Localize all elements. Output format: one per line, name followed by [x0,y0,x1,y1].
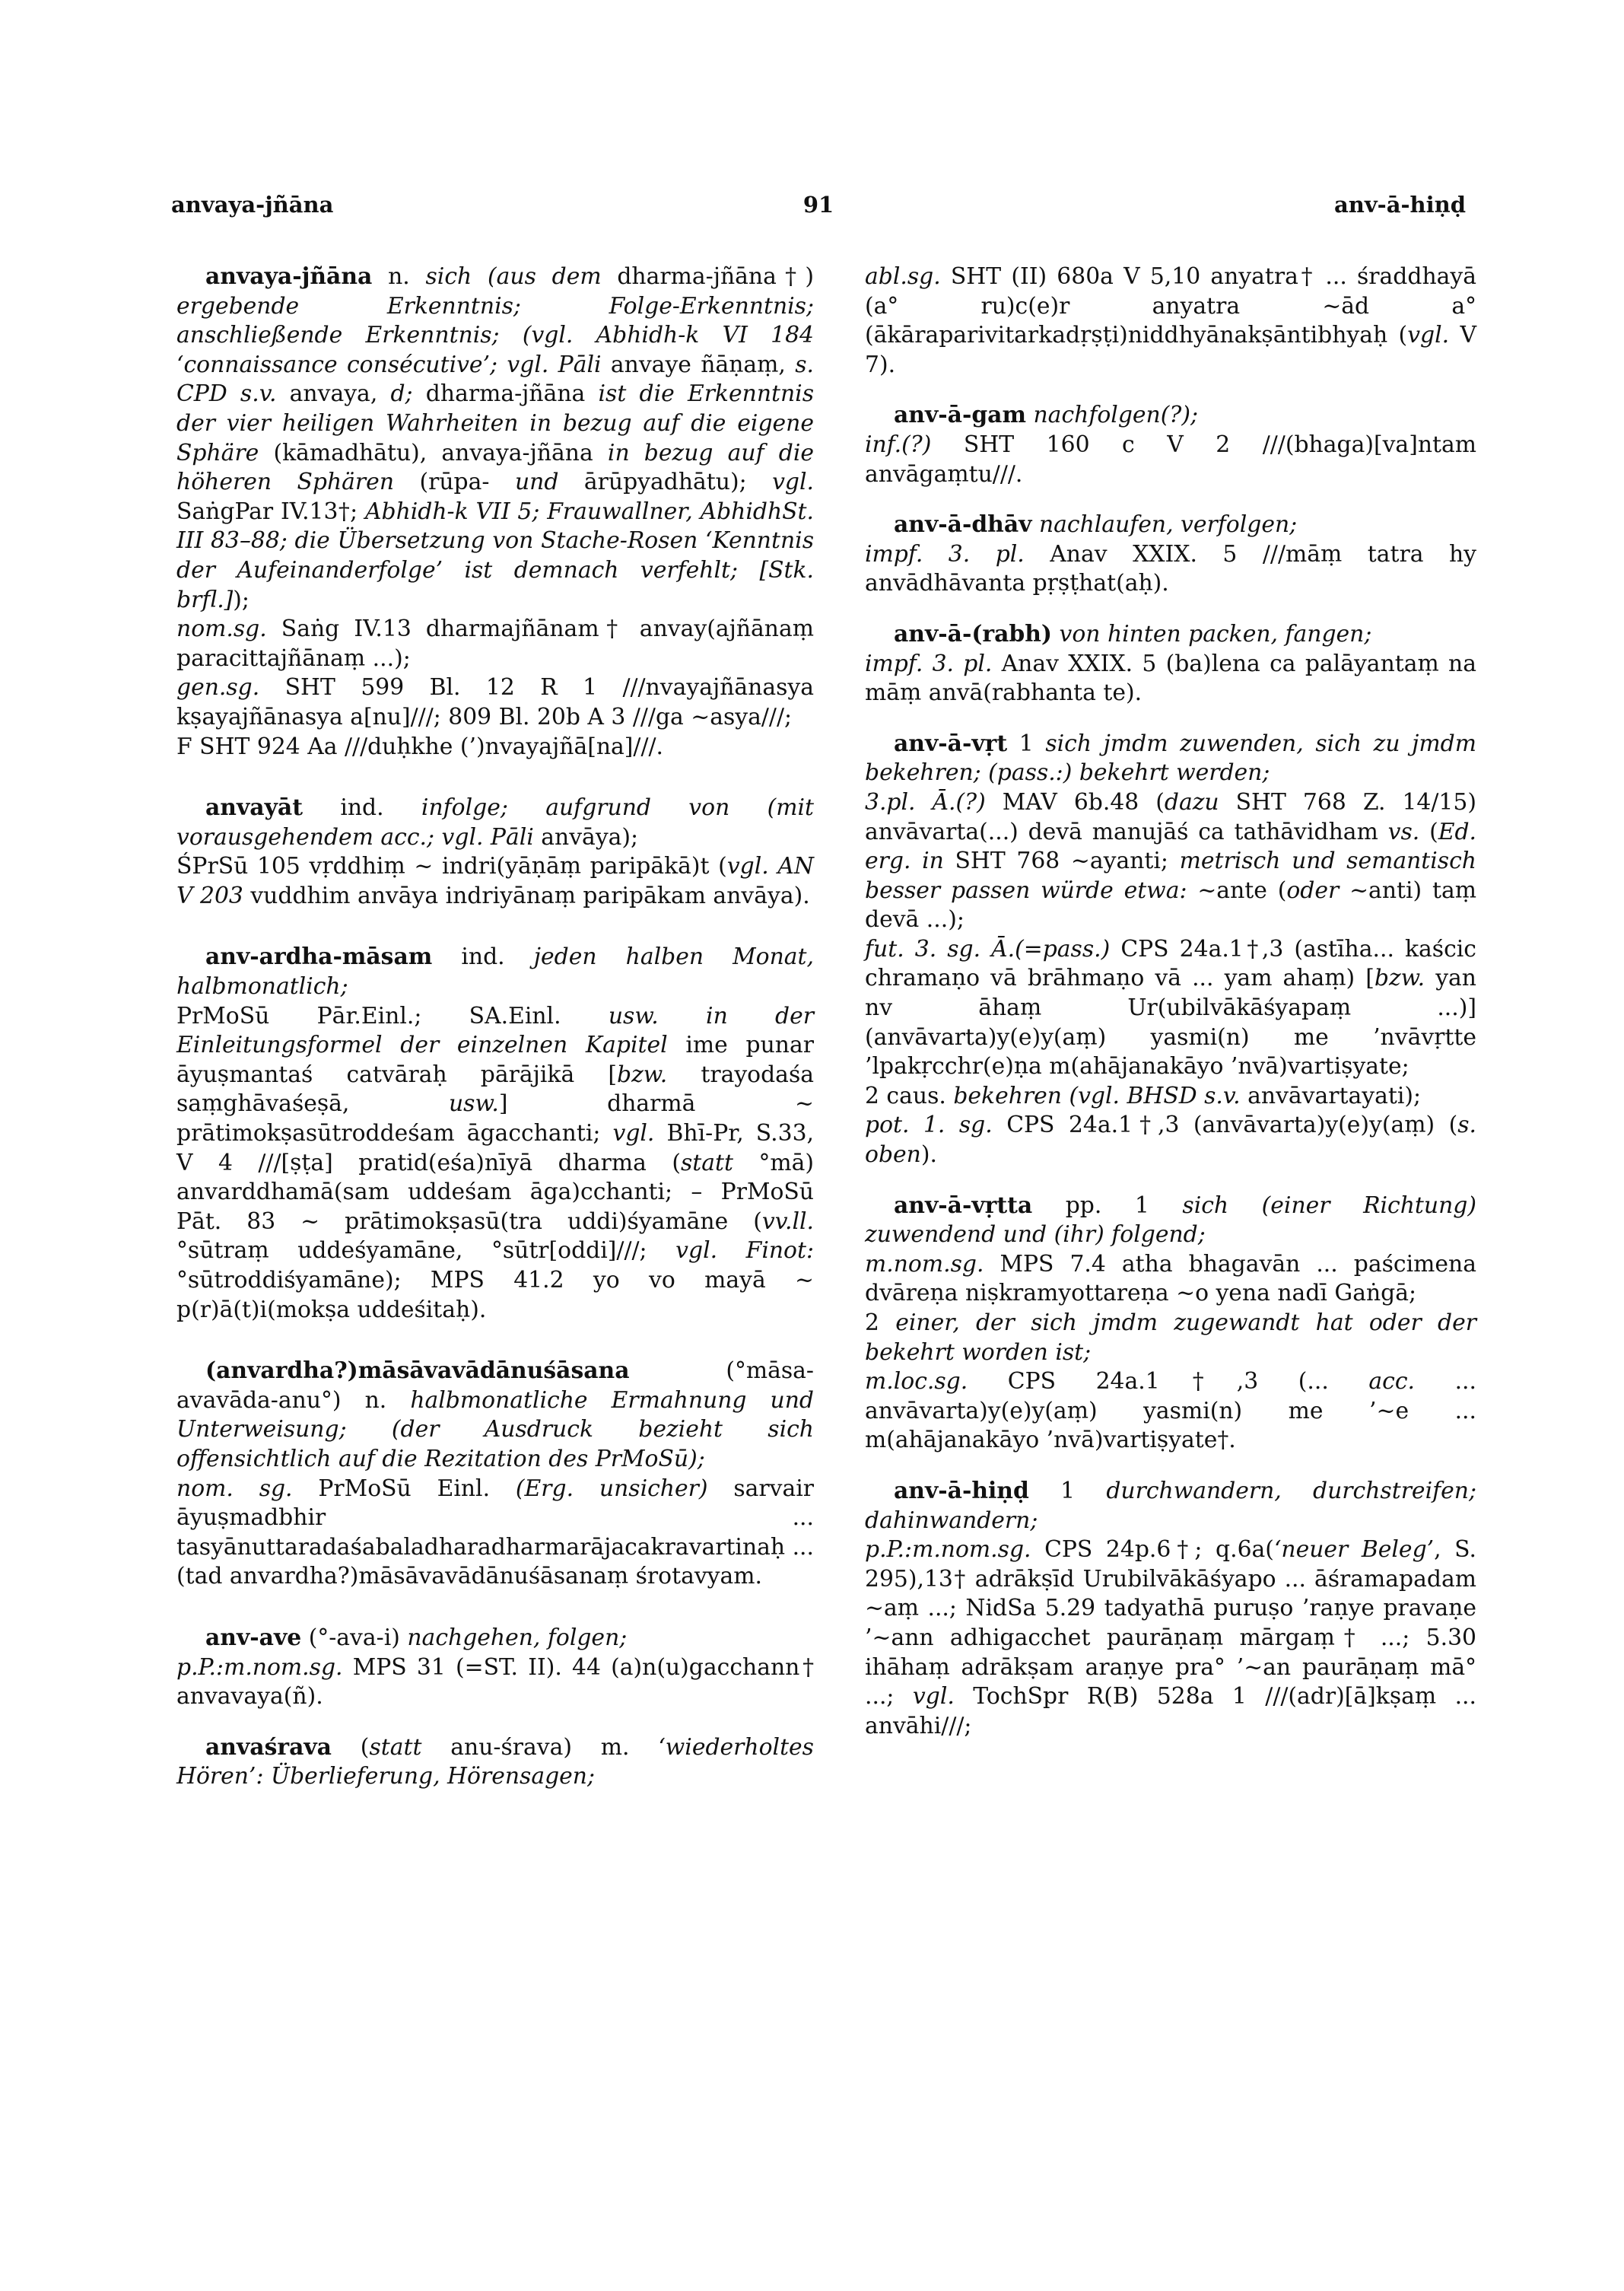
left-column [176,263,814,1792]
dictionary-citation-paragraph: F SHT 924 Aa ///duḥkhe (’)nvayajñā[na]///. [176,733,664,760]
dictionary-citation-paragraph: m.loc.sg. CPS 24a.1†,3 (... acc. ... anvāvarta)y(e)y(aṃ) yasmi(n) me ’~e ... m(ahājanakāyo ’nvā)vartiṣyate†. [865,1368,1476,1454]
dictionary-entry-headword-paragraph: anvaya-jñāna n. sich (aus dem dharma-jñāna†) ergebende Erkenntnis; Folge-Erkenntnis; anschließende Erkenntnis; (vgl. Abhidh-k VI 184 ‘connaissance consécutive’; vgl. Pāli anvaye ñāṇaṃ, s. CPD s.v. anvaya, d; dharma-jñāna ist die Erkenntnis der vier heiligen Wahrheiten in bezug auf die eigene Sphäre (kāmadhātu), anvaya-jñāna in bezug auf die höheren Sphären (rūpa- und ārūpyadhātu); vgl. SaṅgPar IV.13†; Abhidh-k VII 5; Frauwallner, AbhidhSt. III 83–88; die Übersetzung von Stache-Rosen ‘Kenntnis der Aufeinanderfolge’ ist demnach verfehlt; [Stk. brfl.]); [176,263,814,613]
spacer [176,1592,814,1624]
dictionary-citation-paragraph: PrMoSū Pār.Einl.; SA.Einl. usw. in der Einleitungsformel der einzelnen Kapitel ime punar āyuṣmantaś catvāraḥ pārājikā [bzw. trayodaśa saṃghāvaśeṣā, usw.] dharmā ~ prātimokṣasūtroddeśam āgacchanti; vgl. Bhī-Pr, S.33, V 4 ///[ṣṭa] pratid(eśa)nīyā dharma (statt °mā) anvarddhamā(sam uddeśam āga)cchanti; – PrMoSū Pāt. 83 ~ prātimokṣasū(tra uddi)śyamāne (vv.ll. °sūtraṃ uddeśyamāne, °sūtr[oddi]///; vgl. Finot: °sūtroddiśyamāne); MPS 41.2 yo vo mayā ~ p(r)ā(t)i(mokṣa uddeśitaḥ). [176,1002,815,1323]
spacer [865,1456,1476,1477]
dictionary-citation-paragraph: nom.sg. Saṅg IV.13 dharmajñānam† anvay(ajñānaṃ paracittajñānaṃ ...); [176,616,814,672]
running-head-right: anv-ā-hiṇḍ [1333,192,1466,218]
spacer [865,1170,1476,1192]
dictionary-entry-headword-paragraph: anv-ā-vṛt 1 sich jmdm zuwenden, sich zu jmdm bekehren; (pass.:) bekehrt werden; [865,730,1476,787]
dictionary-citation-paragraph: impf. 3. pl. Anav XXIX. 5 ///māṃ tatra hy anvādhāvanta pṛṣṭhat(aḥ). [865,540,1476,597]
dictionary-entry-headword-paragraph: anv-ave (°-ava-i) nachgehen, folgen; [205,1624,628,1651]
running-head-left: anvaya-jñāna [171,192,334,218]
page-header [171,192,1466,230]
dictionary-entry-headword-paragraph: anv-ā-dhāv nachlaufen, verfolgen; [894,511,1298,539]
dictionary-citation-paragraph: fut. 3. sg. Ā.(=pass.) CPS 24a.1†,3 (astīha... kaścic chramaṇo vā brāhmaṇo vā ... yam ahaṃ) [bzw. yan nv āhaṃ Ur(ubilvākāśyapaṃ ...)] (anvāvarta)y(e)y(aṃ) yasmi(n) me ’nvāvṛtte ’lpakṛcchr(e)ṇa m(ahājanakāyo ’nvā)vartiṣyate; [865,935,1477,1080]
dictionary-entry-headword-paragraph: anvaśrava (statt anu-śrava) m. ‘wiederholtes Hören’: Überlieferung, Hörensagen; [176,1733,814,1790]
page-number: 91 [802,192,834,218]
spacer [865,380,1476,401]
dictionary-entry-headword-paragraph: anv-ardha-māsam ind. jeden halben Monat, halbmonatlich; [176,943,814,1001]
dictionary-citation-paragraph: inf.(?) SHT 160 c V 2 ///(bhaga)[va]ntam anvāgaṃtu///. [865,431,1476,488]
dictionary-citation-paragraph: impf. 3. pl. Anav XXIX. 5 (ba)lena ca palāyantaṃ na māṃ anvā(rabhanta te). [865,650,1476,707]
dictionary-citation-paragraph: p.P.:m.nom.sg. CPS 24p.6†; q.6a(‘neuer Beleg’, S. 295),13† adrākṣīd Urubilvākāśyapo ... āśramapadam ~aṃ ...; NidSa 5.29 tadyathā puruṣo ’raṇye pravaṇe ’~ann adhigacchet paurāṇaṃ mārgaṃ† ...; 5.30 ihāhaṃ adrākṣam araṇye pra° ’~an paurāṇaṃ mā° ...; vgl. TochSpr R(B) 528a 1 ///(adr)[ā]kṣaṃ ... anvāhi///; [865,1536,1476,1739]
spacer [865,489,1476,511]
dictionary-entry-headword-paragraph: anv-ā-(rabh) von hinten packen, fangen; [894,620,1372,648]
dictionary-citation-paragraph: m.nom.sg. MPS 7.4 atha bhagavān ... paścimena dvāreṇa niṣkramyottareṇa ~o yena nadī Gaṅgā; [865,1250,1476,1307]
dictionary-citation-paragraph: abl.sg. SHT (II) 680a V 5,10 anyatra† ... śraddhayā (a° ru)c(e)r anyatra ~ād a° (ākāraparivitarkadṛṣṭi)niddhyānakṣāntibhyaḥ (vgl. V 7). [865,263,1476,378]
spacer [865,708,1476,730]
dictionary-citation-paragraph: nom. sg. PrMoSū Einl. (Erg. unsicher) sarvair āyuṣmadbhir ... tasyānuttaradaśabaladharadharmarājacakravartinaḥ ... (tad anvardha?)māsāvavādānuśāsanaṃ śrotavyam. [176,1475,814,1590]
spacer [865,599,1476,620]
spacer [176,1712,814,1733]
dictionary-entry-headword-paragraph: (anvardha?)māsāvavādānuśāsana (°māsa-avavāda-anu°) n. halbmonatliche Ermahnung und Unterweisung; (der Ausdruck bezieht sich offensichtlich auf die Rezitation des PrMoSū); [176,1357,814,1472]
spacer [176,1325,814,1357]
dictionary-citation-paragraph: pot. 1. sg. CPS 24a.1†,3 (anvāvarta)y(e)y(aṃ) (s. oben). [865,1112,1477,1169]
dictionary-citation-paragraph: ŚPrSū 105 vṛddhiṃ ~ indri(yāṇāṃ paripākā)t (vgl. AN V 203 vuddhim anvāya indriyānaṃ paripākam anvāya). [176,853,814,909]
dictionary-entry-headword-paragraph: anv-ā-gam nachfolgen(?); [894,402,1198,429]
right-column [865,263,1476,1741]
dictionary-entry-headword-paragraph: anv-ā-vṛtta pp. 1 sich (einer Richtung) zuwendend und (ihr) folgend; [865,1192,1476,1249]
dictionary-entry-headword-paragraph: anvayāt ind. infolge; aufgrund von (mit vorausgehendem acc.; vgl. Pāli anvāya); [176,794,814,851]
dictionary-citation-paragraph: 2 einer, der sich jmdm zugewandt hat oder der bekehrt worden ist; [865,1309,1476,1366]
dictionary-entry-headword-paragraph: anv-ā-hiṇḍ 1 durchwandern, durchstreifen; dahinwandern; [865,1477,1476,1534]
spacer [176,911,814,943]
dictionary-citation-paragraph: 2 caus. bekehren (vgl. BHSD s.v. anvāvartayati); [865,1082,1422,1109]
dictionary-citation-paragraph: 3.pl. Ā.(?) MAV 6b.48 (dazu SHT 768 Z. 14/15) anvāvarta(...) devā manujāś ca tathāvidham vs. (Ed. erg. in SHT 768 ~ayanti; metrisch und semantisch besser passen würde etwa: ~ante (oder ~anti) taṃ devā ...); [865,788,1476,934]
dictionary-citation-paragraph: p.P.:m.nom.sg. MPS 31 (=ST. II). 44 (a)n(u)gacchann† anvavaya(ñ). [176,1653,814,1710]
spacer [176,762,814,794]
dictionary-citation-paragraph: gen.sg. SHT 599 Bl. 12 R 1 ///nvayajñānasya kṣayajñānasya a[nu]///; 809 Bl. 20b A 3 ///ga ~asya///; [176,674,814,730]
